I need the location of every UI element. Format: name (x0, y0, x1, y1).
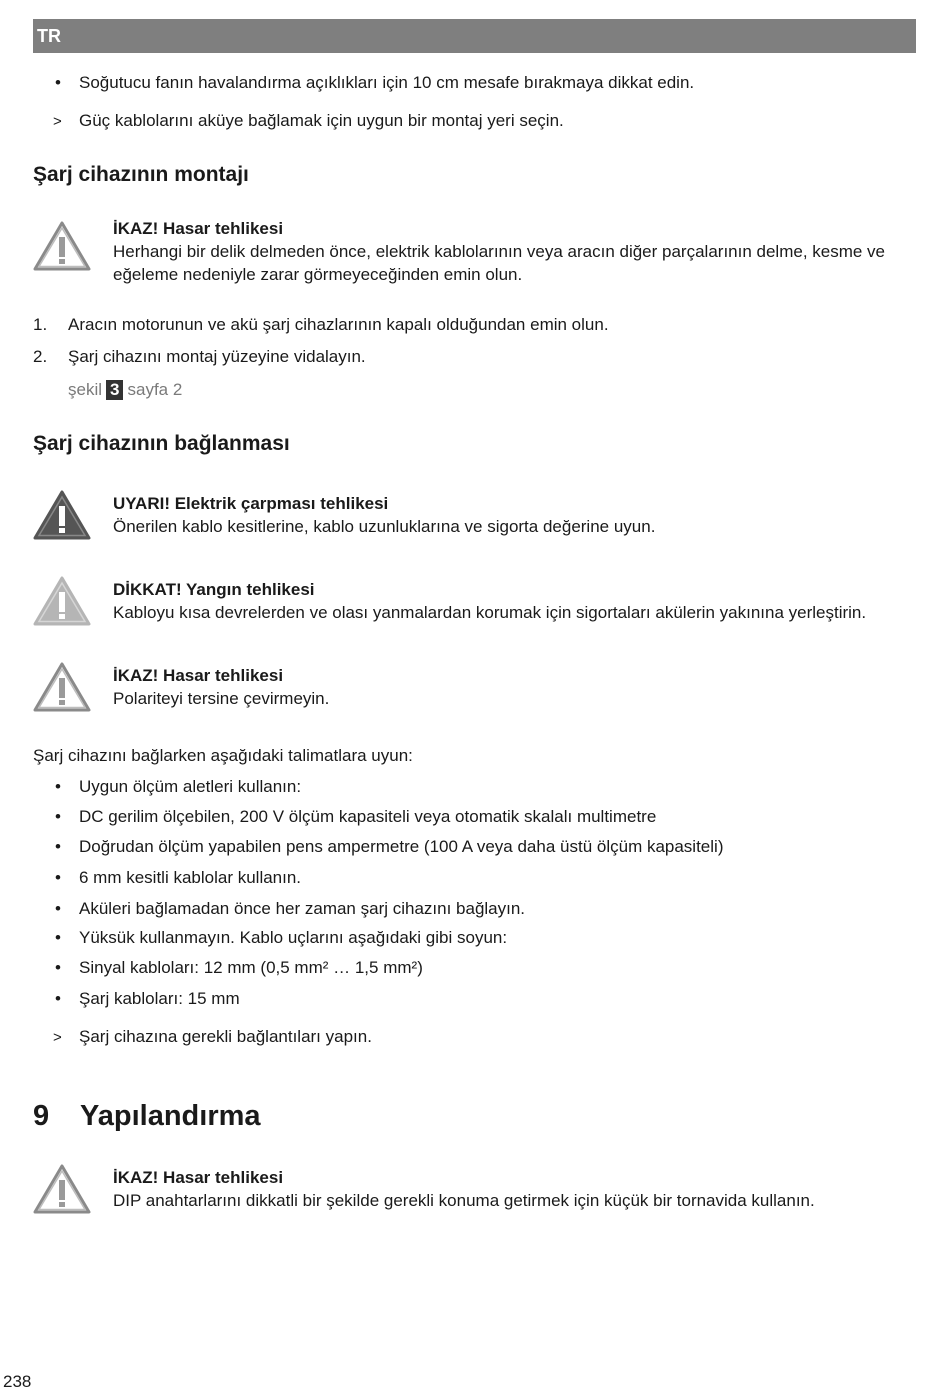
intro-bullet: Soğutucu fanın havalandırma açıklıkları için 10 cm mesafe bırakmaya dikkat edin. (79, 73, 695, 92)
warning-text: Kabloyu kısa devrelerden ve olası yanmalardan korumak için sigortaları akülerin yakınına yerleştirin. (113, 603, 867, 622)
heading-mounting: Şarj cihazının montajı (33, 163, 249, 186)
bullet-dot: • (55, 73, 61, 92)
warning-title: İKAZ! Hasar tehlikesi (113, 666, 284, 685)
notice-warning-icon (32, 661, 92, 713)
bullet-dot: • (55, 868, 61, 887)
bullet-dot: • (55, 837, 61, 856)
bullet-dot: • (55, 899, 61, 918)
step-arrow: > (53, 113, 62, 130)
figure-prefix: şekil (68, 380, 103, 399)
danger-warning-icon (32, 489, 92, 541)
step-arrow: > (53, 1029, 62, 1046)
step-number: 1. (33, 315, 48, 334)
bullet-dot: • (55, 777, 61, 796)
warning-text: Polariteyi tersine çevirmeyin. (113, 689, 330, 708)
warning-title: UYARI! Elektrik çarpması tehlikesi (113, 494, 389, 513)
instructions-intro: Şarj cihazını bağlarken aşağıdaki talimatlara uyun: (33, 746, 413, 765)
bullet-dot: • (55, 807, 61, 826)
warning-text: DIP anahtarlarını dikkatli bir şekilde gerekli konuma getirmek için küçük bir tornavida kullanın. (113, 1191, 815, 1210)
connect-step: Şarj cihazına gerekli bağlantıları yapın. (79, 1027, 372, 1046)
figure-number-badge: 3 (106, 380, 123, 400)
warning-text-line-1: Herhangi bir delik delmeden önce, elektrik kablolarının veya aracın diğer parçalarının delme, kesme ve (113, 242, 886, 261)
figure-reference (68, 378, 182, 401)
step-text: Aracın motorunun ve akü şarj cihazlarının kapalı olduğundan emin olun. (68, 315, 609, 334)
warning-title: DİKKAT! Yangın tehlikesi (113, 580, 315, 599)
warning-text-line-2: eğeleme nedeniyle zarar görmeyeceğinden emin olun. (113, 265, 523, 284)
warning-title: İKAZ! Hasar tehlikesi (113, 1168, 284, 1187)
list-item: Yüksük kullanmayın. Kablo uçlarını aşağıdaki gibi soyun: (79, 928, 508, 947)
list-item: 6 mm kesitli kablolar kullanın. (79, 868, 302, 887)
intro-step: Güç kablolarını aküye bağlamak için uygun bir montaj yeri seçin. (79, 111, 564, 130)
notice-warning-icon (32, 1163, 92, 1215)
figure-page: sayfa 2 (127, 380, 183, 399)
bullet-dot: • (55, 928, 61, 947)
bullet-dot: • (55, 989, 61, 1008)
bullet-dot: • (55, 958, 61, 977)
language-bar (33, 19, 916, 53)
step-text: Şarj cihazını montaj yüzeyine vidalayın. (68, 347, 366, 366)
heading-connecting: Şarj cihazının bağlanması (33, 432, 290, 455)
caution-warning-icon (32, 575, 92, 627)
list-item: Şarj kabloları: 15 mm (79, 989, 240, 1008)
list-item: Uygun ölçüm aletleri kullanın: (79, 777, 302, 796)
list-item: Sinyal kabloları: 12 mm (0,5 mm² … 1,5 mm²) (79, 958, 423, 977)
warning-title: İKAZ! Hasar tehlikesi (113, 219, 284, 238)
warning-text: Önerilen kablo kesitlerine, kablo uzunluklarına ve sigorta değerine uyun. (113, 517, 656, 536)
page-number: 238 (3, 1372, 32, 1391)
list-item: DC gerilim ölçebilen, 200 V ölçüm kapasiteli veya otomatik skalalı multimetre (79, 807, 657, 826)
chapter-number: 9 (33, 1100, 50, 1132)
list-item: Aküleri bağlamadan önce her zaman şarj cihazını bağlayın. (79, 899, 526, 918)
notice-warning-icon (32, 220, 92, 272)
language-label: TR (37, 26, 61, 46)
list-item: Doğrudan ölçüm yapabilen pens ampermetre (100 A veya daha üstü ölçüm kapasiteli) (79, 837, 724, 856)
chapter-heading: Yapılandırma (80, 1100, 261, 1132)
step-number: 2. (33, 347, 48, 366)
